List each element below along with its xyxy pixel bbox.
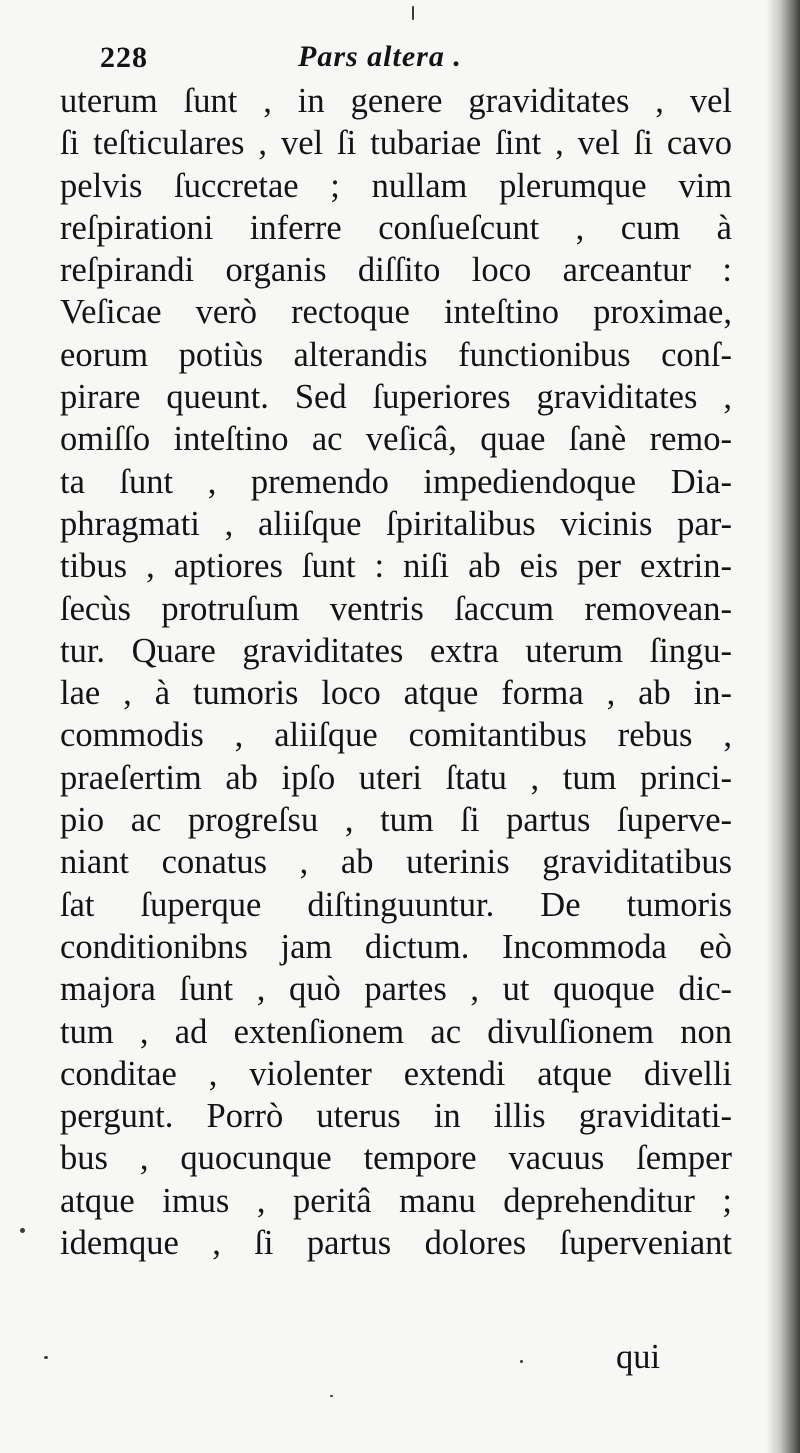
text-line: tibus , aptiores ſunt : niſi ab eis per extrin- xyxy=(60,547,732,586)
text-line: pelvis ſuccretae ; nullam plerumque vim xyxy=(60,166,732,205)
text-line: commodis , aliiſque comitantibus rebus , xyxy=(60,716,732,755)
text-line: tum , ad extenſionem ac divulſionem non xyxy=(60,1012,732,1051)
text-line: lae , à tumoris loco atque forma , ab in- xyxy=(60,674,732,713)
text-line: reſpirandi organis diſſito loco arceantur : xyxy=(60,251,732,290)
ink-speck xyxy=(330,1395,333,1397)
text-line: pergunt. Porrò uterus in illis graviditati- xyxy=(60,1097,732,1136)
text-line: niant conatus , ab uterinis graviditatibus xyxy=(60,843,732,882)
ink-speck xyxy=(412,6,414,20)
text-line: phragmati , aliiſque ſpiritalibus vicinis par- xyxy=(60,504,732,543)
catchword: qui xyxy=(616,1338,661,1376)
text-line: uterum ſunt , in genere graviditates , vel xyxy=(60,82,732,120)
ink-speck xyxy=(20,1228,25,1233)
text-line: eorum potiùs alterandis functionibus conſ- xyxy=(60,335,732,374)
text-line: ta ſunt , premendo impediendoque Dia- xyxy=(60,462,732,501)
text-line: pio ac progreſsu , tum ſi partus ſuperve- xyxy=(60,801,732,840)
text-line: conditae , violenter extendi atque divelli xyxy=(60,1054,732,1093)
text-line: conditionibns jam dictum. Incommoda eò xyxy=(60,927,732,966)
ink-speck xyxy=(44,1356,48,1359)
text-line: bus , quocunque tempore vacuus ſemper xyxy=(60,1139,732,1178)
text-line: Veſicae verò rectoque inteſtino proximae, xyxy=(60,293,732,332)
text-line: ſat ſuperque diſtinguuntur. De tumoris xyxy=(60,885,732,924)
body-text xyxy=(60,80,732,1264)
binding-shadow xyxy=(766,0,800,1453)
ink-speck xyxy=(520,1360,523,1363)
text-line: tur. Quare graviditates extra uterum ſingu- xyxy=(60,631,732,670)
running-title: Pars altera . xyxy=(298,40,462,73)
text-line: pirare queunt. Sed ſuperiores graviditates , xyxy=(60,378,732,417)
text-line: omiſſo inteſtino ac veſicâ, quae ſanè remo- xyxy=(60,420,732,459)
page-number: 228 xyxy=(100,41,148,74)
running-header xyxy=(100,40,462,75)
text-line: atque imus , peritâ manu deprehenditur ; xyxy=(60,1181,732,1220)
text-line: idemque , ſi partus dolores ſuperveniant xyxy=(60,1224,732,1263)
text-line: ſecùs protruſum ventris ſaccum removean- xyxy=(60,589,732,628)
text-line: ſi teſticulares , vel ſi tubariae ſint , vel ſi cavo xyxy=(60,124,732,163)
text-line: majora ſunt , quò partes , ut quoque dic- xyxy=(60,970,732,1009)
text-line: praeſertim ab ipſo uteri ſtatu , tum princi- xyxy=(60,758,732,797)
text-line: reſpirationi inferre conſueſcunt , cum à xyxy=(60,208,732,247)
